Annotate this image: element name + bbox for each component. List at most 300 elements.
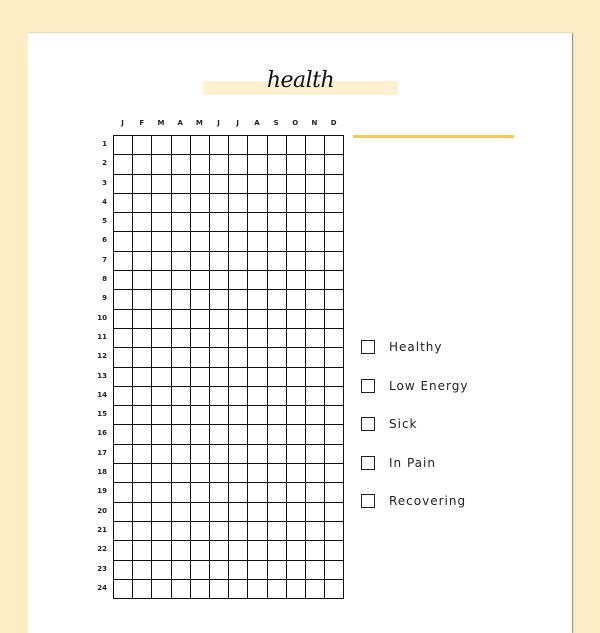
grid-cell[interactable]: [152, 445, 171, 464]
grid-cell[interactable]: [248, 232, 267, 251]
grid-cell[interactable]: [306, 368, 325, 387]
page-title: health: [266, 68, 335, 93]
grid-cell[interactable]: [229, 464, 248, 483]
grid-cell[interactable]: [248, 445, 267, 464]
grid-cell[interactable]: [306, 445, 325, 464]
grid-cell[interactable]: [287, 406, 306, 425]
grid-cell[interactable]: [229, 232, 248, 251]
grid-cell[interactable]: [172, 561, 191, 580]
grid-cell[interactable]: [114, 483, 133, 502]
grid-cell[interactable]: [229, 406, 248, 425]
grid-cell[interactable]: [191, 136, 210, 155]
grid-cell[interactable]: [152, 271, 171, 290]
grid-cell[interactable]: [287, 348, 306, 367]
grid-cell[interactable]: [248, 425, 267, 444]
grid-cell[interactable]: [229, 503, 248, 522]
grid-cell[interactable]: [306, 271, 325, 290]
grid-cell[interactable]: [191, 194, 210, 213]
grid-cell[interactable]: [114, 290, 133, 309]
grid-cell[interactable]: [248, 387, 267, 406]
grid-cell[interactable]: [325, 155, 344, 174]
grid-cell[interactable]: [287, 483, 306, 502]
grid-cell[interactable]: [229, 252, 248, 271]
grid-cell[interactable]: [191, 213, 210, 232]
grid-cell[interactable]: [210, 232, 229, 251]
grid-cell[interactable]: [133, 503, 152, 522]
grid-cell[interactable]: [191, 310, 210, 329]
grid-cell[interactable]: [248, 175, 267, 194]
grid-cell[interactable]: [172, 329, 191, 348]
grid-cell[interactable]: [152, 194, 171, 213]
grid-cell[interactable]: [114, 194, 133, 213]
checkbox[interactable]: [361, 456, 375, 470]
grid-cell[interactable]: [229, 387, 248, 406]
grid-cell[interactable]: [325, 213, 344, 232]
grid-cell[interactable]: [172, 310, 191, 329]
grid-cell[interactable]: [114, 522, 133, 541]
grid-cell[interactable]: [306, 194, 325, 213]
grid-cell[interactable]: [325, 406, 344, 425]
grid-cell[interactable]: [133, 175, 152, 194]
grid-cell[interactable]: [287, 387, 306, 406]
grid-cell[interactable]: [191, 541, 210, 560]
checkbox[interactable]: [361, 494, 375, 508]
grid-cell[interactable]: [248, 136, 267, 155]
grid-cell[interactable]: [268, 445, 287, 464]
grid-cell[interactable]: [191, 425, 210, 444]
checkbox[interactable]: [361, 417, 375, 431]
grid-cell[interactable]: [191, 175, 210, 194]
grid-cell[interactable]: [248, 348, 267, 367]
grid-cell[interactable]: [287, 136, 306, 155]
grid-cell[interactable]: [133, 541, 152, 560]
grid-cell[interactable]: [152, 503, 171, 522]
grid-cell[interactable]: [172, 445, 191, 464]
grid-cell[interactable]: [325, 194, 344, 213]
grid-cell[interactable]: [268, 136, 287, 155]
grid-cell[interactable]: [210, 175, 229, 194]
grid-cell[interactable]: [306, 541, 325, 560]
legend-item[interactable]: [361, 444, 468, 483]
grid-cell[interactable]: [229, 561, 248, 580]
legend-item[interactable]: [361, 367, 468, 406]
grid-cell[interactable]: [114, 406, 133, 425]
grid-cell[interactable]: [229, 213, 248, 232]
grid-cell[interactable]: [287, 329, 306, 348]
grid-cell[interactable]: [172, 387, 191, 406]
grid-cell[interactable]: [152, 348, 171, 367]
grid-cell[interactable]: [210, 348, 229, 367]
grid-cell[interactable]: [133, 368, 152, 387]
grid-cell[interactable]: [152, 290, 171, 309]
grid-cell[interactable]: [114, 503, 133, 522]
grid-cell[interactable]: [287, 580, 306, 599]
grid-cell[interactable]: [152, 175, 171, 194]
grid-cell[interactable]: [133, 136, 152, 155]
grid-cell[interactable]: [268, 387, 287, 406]
grid-cell[interactable]: [248, 155, 267, 174]
grid-cell[interactable]: [287, 368, 306, 387]
grid-cell[interactable]: [268, 194, 287, 213]
grid-cell[interactable]: [229, 483, 248, 502]
grid-cell[interactable]: [114, 425, 133, 444]
grid-cell[interactable]: [191, 464, 210, 483]
grid-cell[interactable]: [172, 503, 191, 522]
grid-cell[interactable]: [325, 136, 344, 155]
grid-cell[interactable]: [152, 541, 171, 560]
grid-cell[interactable]: [248, 290, 267, 309]
grid-cell[interactable]: [306, 290, 325, 309]
grid-cell[interactable]: [287, 232, 306, 251]
grid-cell[interactable]: [172, 541, 191, 560]
grid-cell[interactable]: [114, 561, 133, 580]
grid-cell[interactable]: [248, 522, 267, 541]
grid-cell[interactable]: [133, 155, 152, 174]
grid-cell[interactable]: [306, 213, 325, 232]
grid-cell[interactable]: [268, 329, 287, 348]
grid-cell[interactable]: [133, 348, 152, 367]
grid-cell[interactable]: [210, 425, 229, 444]
grid-cell[interactable]: [229, 580, 248, 599]
grid-cell[interactable]: [325, 541, 344, 560]
grid-cell[interactable]: [172, 194, 191, 213]
grid-cell[interactable]: [325, 483, 344, 502]
grid-cell[interactable]: [287, 445, 306, 464]
grid-cell[interactable]: [229, 155, 248, 174]
grid-cell[interactable]: [172, 290, 191, 309]
grid-cell[interactable]: [133, 194, 152, 213]
grid-cell[interactable]: [210, 483, 229, 502]
grid-cell[interactable]: [191, 445, 210, 464]
grid-cell[interactable]: [191, 503, 210, 522]
grid-cell[interactable]: [152, 368, 171, 387]
grid-cell[interactable]: [114, 348, 133, 367]
grid-cell[interactable]: [172, 368, 191, 387]
grid-cell[interactable]: [287, 155, 306, 174]
grid-cell[interactable]: [287, 425, 306, 444]
grid-cell[interactable]: [133, 483, 152, 502]
grid-cell[interactable]: [172, 425, 191, 444]
grid-cell[interactable]: [191, 252, 210, 271]
grid-cell[interactable]: [152, 252, 171, 271]
grid-cell[interactable]: [248, 310, 267, 329]
grid-cell[interactable]: [210, 580, 229, 599]
grid-cell[interactable]: [268, 425, 287, 444]
grid-cell[interactable]: [210, 522, 229, 541]
grid-cell[interactable]: [133, 213, 152, 232]
grid-cell[interactable]: [306, 503, 325, 522]
grid-cell[interactable]: [152, 329, 171, 348]
grid-cell[interactable]: [210, 387, 229, 406]
grid-cell[interactable]: [306, 252, 325, 271]
grid-cell[interactable]: [229, 541, 248, 560]
grid-cell[interactable]: [325, 348, 344, 367]
grid-cell[interactable]: [229, 175, 248, 194]
grid-cell[interactable]: [325, 310, 344, 329]
month-label: N: [311, 119, 318, 127]
grid-cell[interactable]: [325, 252, 344, 271]
grid-cell[interactable]: [325, 445, 344, 464]
grid-cell[interactable]: [306, 329, 325, 348]
grid-cell[interactable]: [152, 136, 171, 155]
grid-cell[interactable]: [191, 290, 210, 309]
grid-cell[interactable]: [152, 464, 171, 483]
grid-cell[interactable]: [287, 503, 306, 522]
grid-cell[interactable]: [152, 580, 171, 599]
grid-cell[interactable]: [133, 445, 152, 464]
grid-cell[interactable]: [248, 503, 267, 522]
grid-cell[interactable]: [210, 541, 229, 560]
grid-cell[interactable]: [229, 368, 248, 387]
grid-cell[interactable]: [229, 194, 248, 213]
grid-cell[interactable]: [306, 464, 325, 483]
grid-cell[interactable]: [191, 368, 210, 387]
grid-cell[interactable]: [325, 232, 344, 251]
grid-cell[interactable]: [287, 522, 306, 541]
grid-cell[interactable]: [191, 561, 210, 580]
grid-cell[interactable]: [210, 368, 229, 387]
grid-cell[interactable]: [133, 406, 152, 425]
grid-cell[interactable]: [248, 406, 267, 425]
legend-item[interactable]: [361, 328, 468, 367]
grid-cell[interactable]: [268, 348, 287, 367]
grid-cell[interactable]: [210, 464, 229, 483]
grid-cell[interactable]: [268, 310, 287, 329]
grid-cell[interactable]: [325, 290, 344, 309]
grid-cell[interactable]: [152, 561, 171, 580]
grid-cell[interactable]: [306, 406, 325, 425]
grid-cell[interactable]: [287, 464, 306, 483]
grid-cell[interactable]: [248, 541, 267, 560]
grid-cell[interactable]: [172, 252, 191, 271]
grid-cell[interactable]: [268, 522, 287, 541]
grid-cell[interactable]: [325, 580, 344, 599]
grid-cell[interactable]: [248, 271, 267, 290]
grid-cell[interactable]: [306, 310, 325, 329]
grid-cell[interactable]: [172, 580, 191, 599]
grid-cell[interactable]: [114, 445, 133, 464]
grid-cell[interactable]: [114, 232, 133, 251]
grid-cell[interactable]: [210, 310, 229, 329]
grid-cell[interactable]: [248, 329, 267, 348]
grid-cell[interactable]: [172, 155, 191, 174]
grid-cell[interactable]: [152, 213, 171, 232]
grid-cell[interactable]: [325, 329, 344, 348]
grid-cell[interactable]: [268, 175, 287, 194]
grid-cell[interactable]: [191, 580, 210, 599]
grid-cell[interactable]: [210, 406, 229, 425]
legend-item[interactable]: [361, 405, 468, 444]
grid-cell[interactable]: [268, 213, 287, 232]
grid-cell[interactable]: [133, 290, 152, 309]
grid-cell[interactable]: [152, 232, 171, 251]
grid-cell[interactable]: [172, 406, 191, 425]
grid-cell[interactable]: [133, 271, 152, 290]
grid-cell[interactable]: [268, 464, 287, 483]
grid-cell[interactable]: [306, 348, 325, 367]
grid-cell[interactable]: [287, 290, 306, 309]
grid-cell[interactable]: [191, 155, 210, 174]
grid-cell[interactable]: [268, 483, 287, 502]
grid-cell[interactable]: [210, 213, 229, 232]
grid-cell[interactable]: [172, 213, 191, 232]
grid-cell[interactable]: [172, 136, 191, 155]
grid-cell[interactable]: [306, 232, 325, 251]
grid-cell[interactable]: [229, 271, 248, 290]
grid-cell[interactable]: [268, 406, 287, 425]
grid-cell[interactable]: [268, 580, 287, 599]
grid-cell[interactable]: [268, 232, 287, 251]
grid-cell[interactable]: [114, 541, 133, 560]
grid-cell[interactable]: [248, 368, 267, 387]
grid-cell[interactable]: [268, 503, 287, 522]
grid-cell[interactable]: [172, 271, 191, 290]
grid-cell[interactable]: [210, 445, 229, 464]
grid-cell[interactable]: [268, 368, 287, 387]
checkbox[interactable]: [361, 340, 375, 354]
grid-cell[interactable]: [210, 136, 229, 155]
grid-cell[interactable]: [248, 464, 267, 483]
grid-cell[interactable]: [306, 580, 325, 599]
grid-cell[interactable]: [248, 213, 267, 232]
grid-cell[interactable]: [152, 483, 171, 502]
grid-cell[interactable]: [229, 522, 248, 541]
grid-cell[interactable]: [248, 194, 267, 213]
grid-cell[interactable]: [325, 425, 344, 444]
grid-cell[interactable]: [229, 329, 248, 348]
grid-cell[interactable]: [229, 310, 248, 329]
grid-cell[interactable]: [306, 136, 325, 155]
grid-cell[interactable]: [152, 425, 171, 444]
grid-cell[interactable]: [191, 522, 210, 541]
grid-cell[interactable]: [114, 175, 133, 194]
grid-cell[interactable]: [152, 522, 171, 541]
grid-cell[interactable]: [325, 368, 344, 387]
grid-cell[interactable]: [133, 561, 152, 580]
grid-cell[interactable]: [172, 522, 191, 541]
grid-cell[interactable]: [248, 483, 267, 502]
grid-cell[interactable]: [191, 348, 210, 367]
legend-item[interactable]: [361, 482, 468, 521]
grid-cell[interactable]: [306, 522, 325, 541]
grid-cell[interactable]: [172, 348, 191, 367]
grid-cell[interactable]: [152, 155, 171, 174]
grid-cell[interactable]: [268, 155, 287, 174]
grid-cell[interactable]: [325, 175, 344, 194]
grid-cell[interactable]: [152, 387, 171, 406]
grid-cell[interactable]: [287, 194, 306, 213]
grid-cell[interactable]: [210, 561, 229, 580]
grid-cell[interactable]: [172, 175, 191, 194]
grid-cell[interactable]: [114, 329, 133, 348]
grid-cell[interactable]: [114, 368, 133, 387]
grid-cell[interactable]: [133, 232, 152, 251]
grid-cell[interactable]: [210, 271, 229, 290]
grid-cell[interactable]: [172, 483, 191, 502]
grid-cell[interactable]: [191, 329, 210, 348]
grid-cell[interactable]: [325, 464, 344, 483]
grid-cell[interactable]: [114, 213, 133, 232]
grid-cell[interactable]: [133, 425, 152, 444]
grid-cell[interactable]: [152, 310, 171, 329]
grid-cell[interactable]: [268, 290, 287, 309]
grid-cell[interactable]: [287, 271, 306, 290]
grid-cell[interactable]: [133, 252, 152, 271]
grid-cell[interactable]: [268, 541, 287, 560]
grid-cell[interactable]: [325, 561, 344, 580]
grid-cell[interactable]: [210, 290, 229, 309]
checkbox[interactable]: [361, 379, 375, 393]
grid-cell[interactable]: [191, 232, 210, 251]
grid-cell[interactable]: [229, 445, 248, 464]
grid-cell[interactable]: [210, 194, 229, 213]
grid-cell[interactable]: [133, 464, 152, 483]
grid-cell[interactable]: [287, 561, 306, 580]
grid-cell[interactable]: [114, 252, 133, 271]
grid-cell[interactable]: [114, 136, 133, 155]
grid-cell[interactable]: [248, 561, 267, 580]
grid-cell[interactable]: [306, 155, 325, 174]
grid-cell[interactable]: [325, 522, 344, 541]
grid-cell[interactable]: [325, 271, 344, 290]
grid-cell[interactable]: [114, 464, 133, 483]
grid-cell[interactable]: [229, 425, 248, 444]
grid-cell[interactable]: [133, 387, 152, 406]
grid-cell[interactable]: [306, 387, 325, 406]
grid-cell[interactable]: [287, 310, 306, 329]
grid-cell[interactable]: [172, 232, 191, 251]
grid-cell[interactable]: [191, 406, 210, 425]
grid-cell[interactable]: [191, 483, 210, 502]
grid-cell[interactable]: [191, 271, 210, 290]
grid-cell[interactable]: [306, 425, 325, 444]
grid-cell[interactable]: [268, 271, 287, 290]
grid-cell[interactable]: [306, 561, 325, 580]
grid-cell[interactable]: [210, 329, 229, 348]
grid-cell[interactable]: [268, 252, 287, 271]
grid-cell[interactable]: [268, 561, 287, 580]
grid-cell[interactable]: [133, 329, 152, 348]
grid-cell[interactable]: [306, 175, 325, 194]
grid-cell[interactable]: [325, 387, 344, 406]
grid-cell[interactable]: [248, 252, 267, 271]
grid-cell[interactable]: [152, 406, 171, 425]
grid-cell[interactable]: [287, 252, 306, 271]
grid-cell[interactable]: [210, 155, 229, 174]
grid-cell[interactable]: [133, 580, 152, 599]
grid-cell[interactable]: [114, 387, 133, 406]
grid-cell[interactable]: [114, 155, 133, 174]
grid-cell[interactable]: [133, 522, 152, 541]
grid-cell[interactable]: [172, 464, 191, 483]
grid-cell[interactable]: [114, 310, 133, 329]
grid-cell[interactable]: [325, 503, 344, 522]
grid-cell[interactable]: [229, 136, 248, 155]
grid-cell[interactable]: [287, 541, 306, 560]
grid-cell[interactable]: [248, 580, 267, 599]
grid-cell[interactable]: [114, 580, 133, 599]
grid-cell[interactable]: [114, 271, 133, 290]
grid-cell[interactable]: [306, 483, 325, 502]
grid-cell[interactable]: [210, 503, 229, 522]
grid-cell[interactable]: [210, 252, 229, 271]
grid-cell[interactable]: [287, 175, 306, 194]
grid-cell[interactable]: [287, 213, 306, 232]
grid-cell[interactable]: [133, 310, 152, 329]
grid-cell[interactable]: [229, 290, 248, 309]
grid-cell[interactable]: [191, 387, 210, 406]
grid-cell[interactable]: [229, 348, 248, 367]
